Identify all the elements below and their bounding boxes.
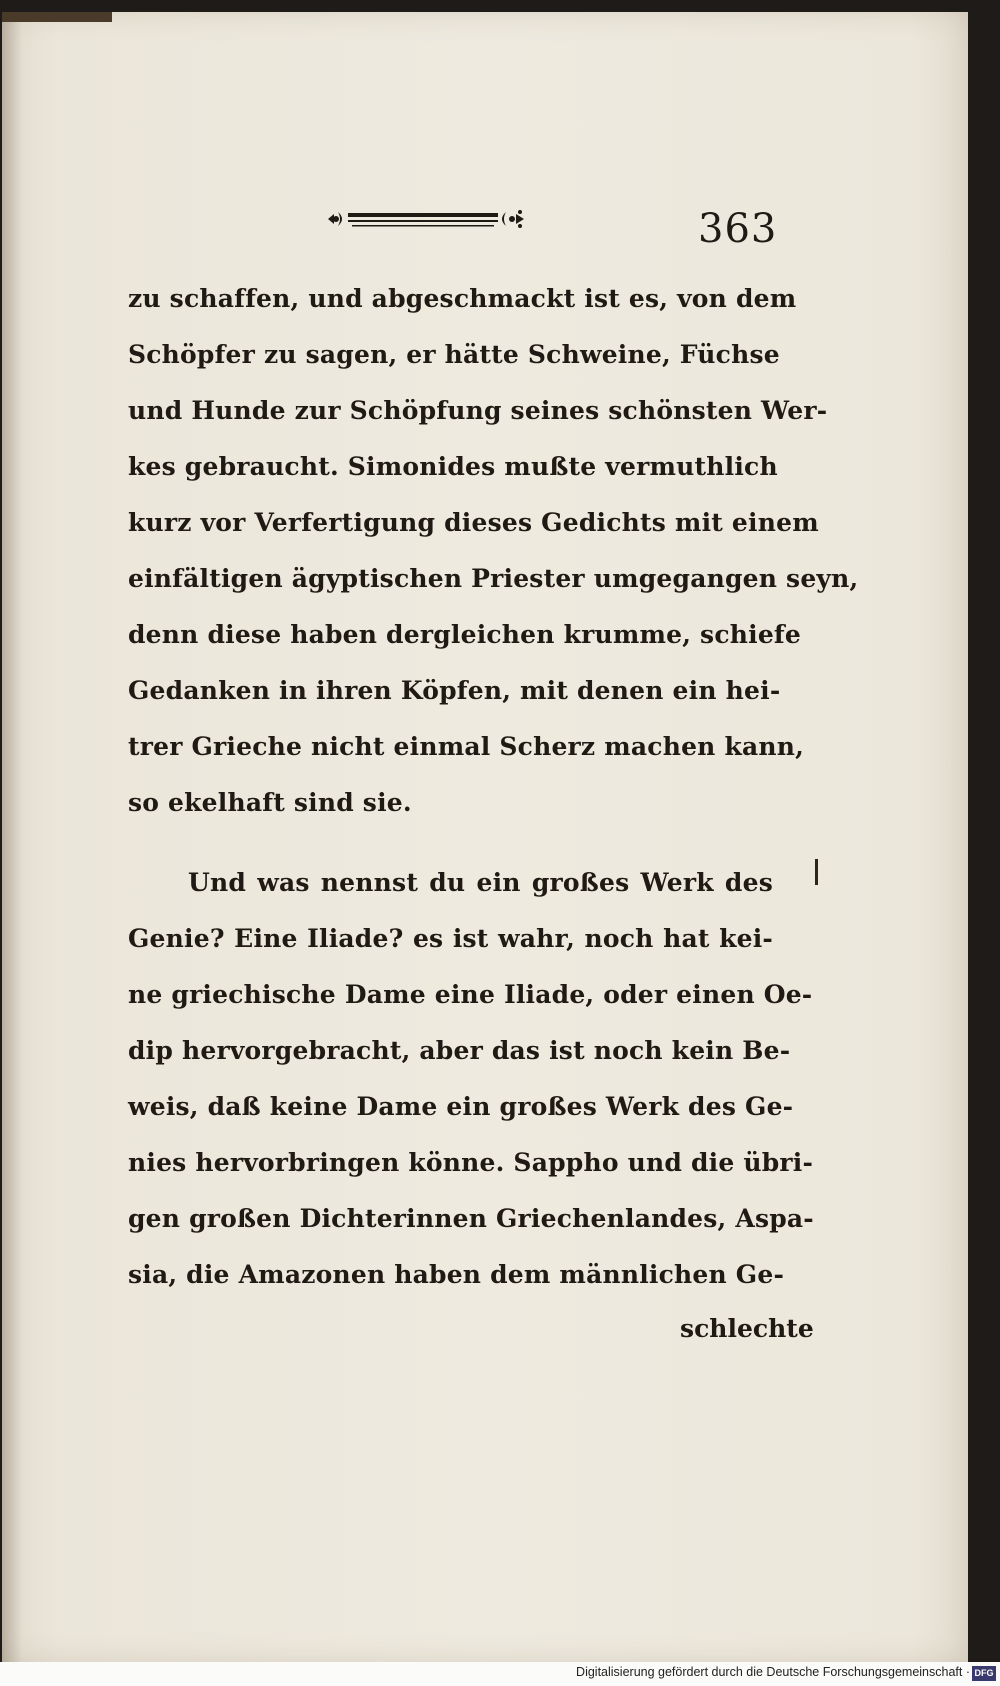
- text-line: so ekelhaft sind sie.: [128, 788, 412, 817]
- text-line: zu schaffen, und abgeschmackt ist es, von dem: [128, 284, 797, 313]
- text-line: einfältigen ägyptischen Priester umgegangen seyn,: [128, 564, 859, 593]
- margin-mark: [815, 859, 818, 885]
- text-line: weis, daß keine Dame ein großes Werk des Ge-: [128, 1092, 794, 1121]
- page-number: 363: [698, 206, 778, 252]
- text-line: trer Grieche nicht einmal Scherz machen kann,: [128, 732, 805, 761]
- text-line: Genie? Eine Iliade? es ist wahr, noch hat kei-: [128, 924, 773, 953]
- text-line: kes gebraucht. Simonides mußte vermuthlich: [128, 452, 778, 481]
- catchword: schlechte: [680, 1314, 814, 1343]
- text-line: denn diese haben dergleichen krumme, schiefe: [128, 620, 801, 649]
- text-line: Und was nennst du ein großes Werk des: [188, 868, 773, 897]
- text-line: ne griechische Dame eine Iliade, oder einen Oe-: [128, 980, 813, 1009]
- text-line: kurz vor Verfertigung dieses Gedichts mit einem: [128, 508, 819, 537]
- text-line: gen großen Dichterinnen Griechenlandes, Aspa-: [128, 1204, 814, 1233]
- header-ornament: [320, 200, 540, 238]
- dfg-logo: DFG: [972, 1666, 996, 1681]
- text-line: Schöpfer zu sagen, er hätte Schweine, Füchse: [128, 340, 780, 369]
- text-line: Gedanken in ihren Köpfen, mit denen ein hei-: [128, 676, 781, 705]
- digitization-footer: [0, 1662, 1000, 1686]
- text-line: nies hervorbringen könne. Sappho und die übri-: [128, 1148, 814, 1177]
- footer-credit: Digitalisierung gefördert durch die Deutsche Forschungsgemeinschaft ·: [576, 1665, 970, 1679]
- text-line: dip hervorgebracht, aber das ist noch kein Be-: [128, 1036, 791, 1065]
- spine-shadow: [2, 12, 22, 1662]
- text-line: und Hunde zur Schöpfung seines schönsten Wer-: [128, 396, 828, 425]
- book-page: [2, 12, 968, 1662]
- binding-edge: [2, 12, 112, 22]
- text-line: sia, die Amazonen haben dem männlichen Ge-: [128, 1260, 785, 1289]
